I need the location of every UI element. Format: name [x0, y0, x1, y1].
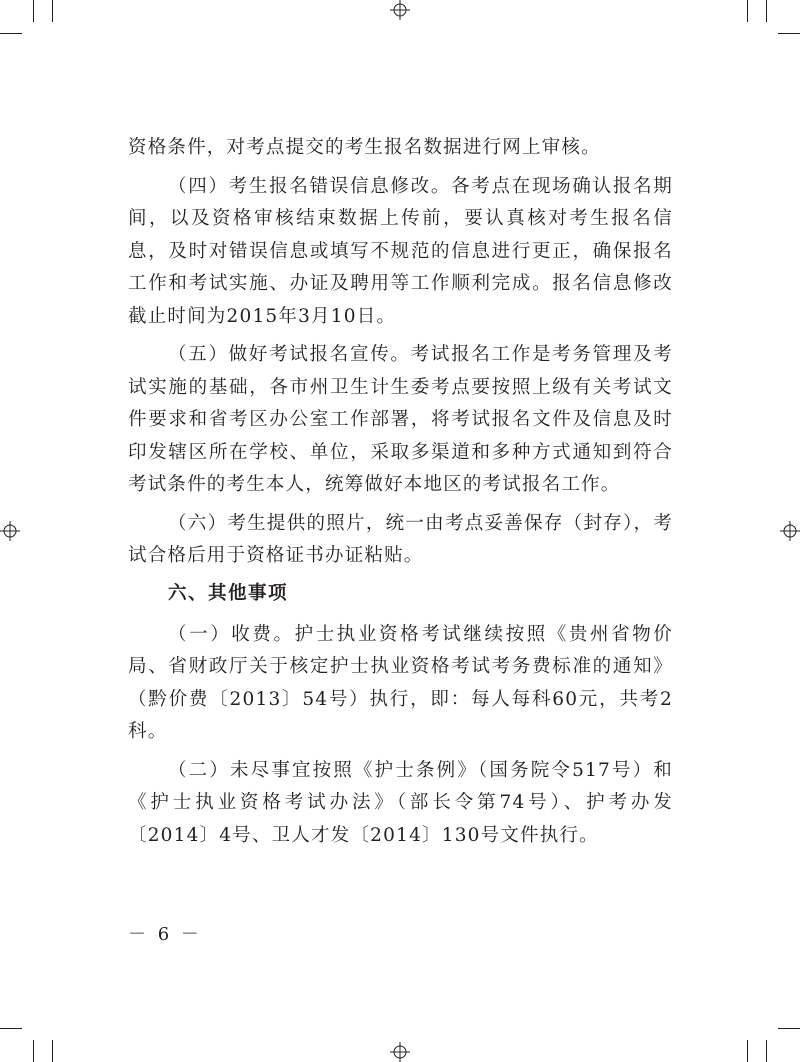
crop-mark-bottom-right-vertical	[766, 1040, 767, 1062]
paragraph-section-4: （四）考生报名错误信息修改。各考点在现场确认报名期间，以及资格审核结束数据上传前，要认真核对考生报名信息，及时对错误信息或填写不规范的信息进行更正，确保报名工作和考试实施、办证及聘用等工作顺利完成。报名信息修改截止时间为2015年3月10日。	[128, 175, 673, 327]
crop-mark-top-right-vertical-inner	[747, 0, 748, 22]
paragraph-section-5: （五）做好考试报名宣传。考试报名工作是考务管理及考试实施的基础，各市州卫生计生委考点要按照上级有关考试文件要求和省考区办公室工作部署，将考试报名文件及信息及时印发辖区所在学校、单位，采取多渠道和多种方式通知到符合考试条件的考生本人，统筹做好本地区的考试报名工作。	[128, 344, 673, 495]
document-body	[128, 132, 673, 858]
crop-mark-bottom-left-horizontal	[0, 1028, 22, 1029]
crop-mark-bottom-left-vertical	[33, 1040, 34, 1062]
crop-mark-top-left-vertical-inner	[52, 0, 53, 22]
crop-mark-top-right-vertical	[766, 0, 767, 22]
crop-mark-bottom-right-horizontal	[778, 1028, 800, 1029]
registration-mark-right-icon	[780, 521, 800, 541]
crop-mark-bottom-left-vertical-inner	[52, 1040, 53, 1062]
crop-mark-top-right-horizontal	[778, 33, 800, 34]
crop-mark-top-left-vertical	[33, 0, 34, 22]
page-number: － 6 －	[128, 924, 202, 945]
paragraph-qualification-review: 资格条件，对考点提交的考生报名数据进行网上审核。	[128, 137, 601, 158]
paragraph-other-matters: （二）未尽事宜按照《护士条例》（国务院令517号）和《护士执业资格考试办法》（部长令第74号）、护考办发〔2014〕4号、卫人才发〔2014〕130号文件执行。	[128, 759, 673, 846]
crop-mark-bottom-right-vertical-inner	[747, 1040, 748, 1062]
paragraph-fees: （一）收费。护士执业资格考试继续按照《贵州省物价局、省财政厅关于核定护士执业资格考试考务费标准的通知》（黔价费〔2013〕54号）执行，即：每人每科60元，共考2科。	[128, 623, 673, 742]
registration-mark-top-icon	[390, 0, 410, 20]
crop-mark-top-left-horizontal	[0, 33, 22, 34]
registration-mark-bottom-icon	[390, 1042, 410, 1062]
paragraph-section-6: （六）考生提供的照片，统一由考点妥善保存（封存），考试合格后用于资格证书办证粘贴。	[128, 512, 673, 566]
registration-mark-left-icon	[0, 521, 20, 541]
section-heading: 六、其他事项	[168, 582, 289, 604]
